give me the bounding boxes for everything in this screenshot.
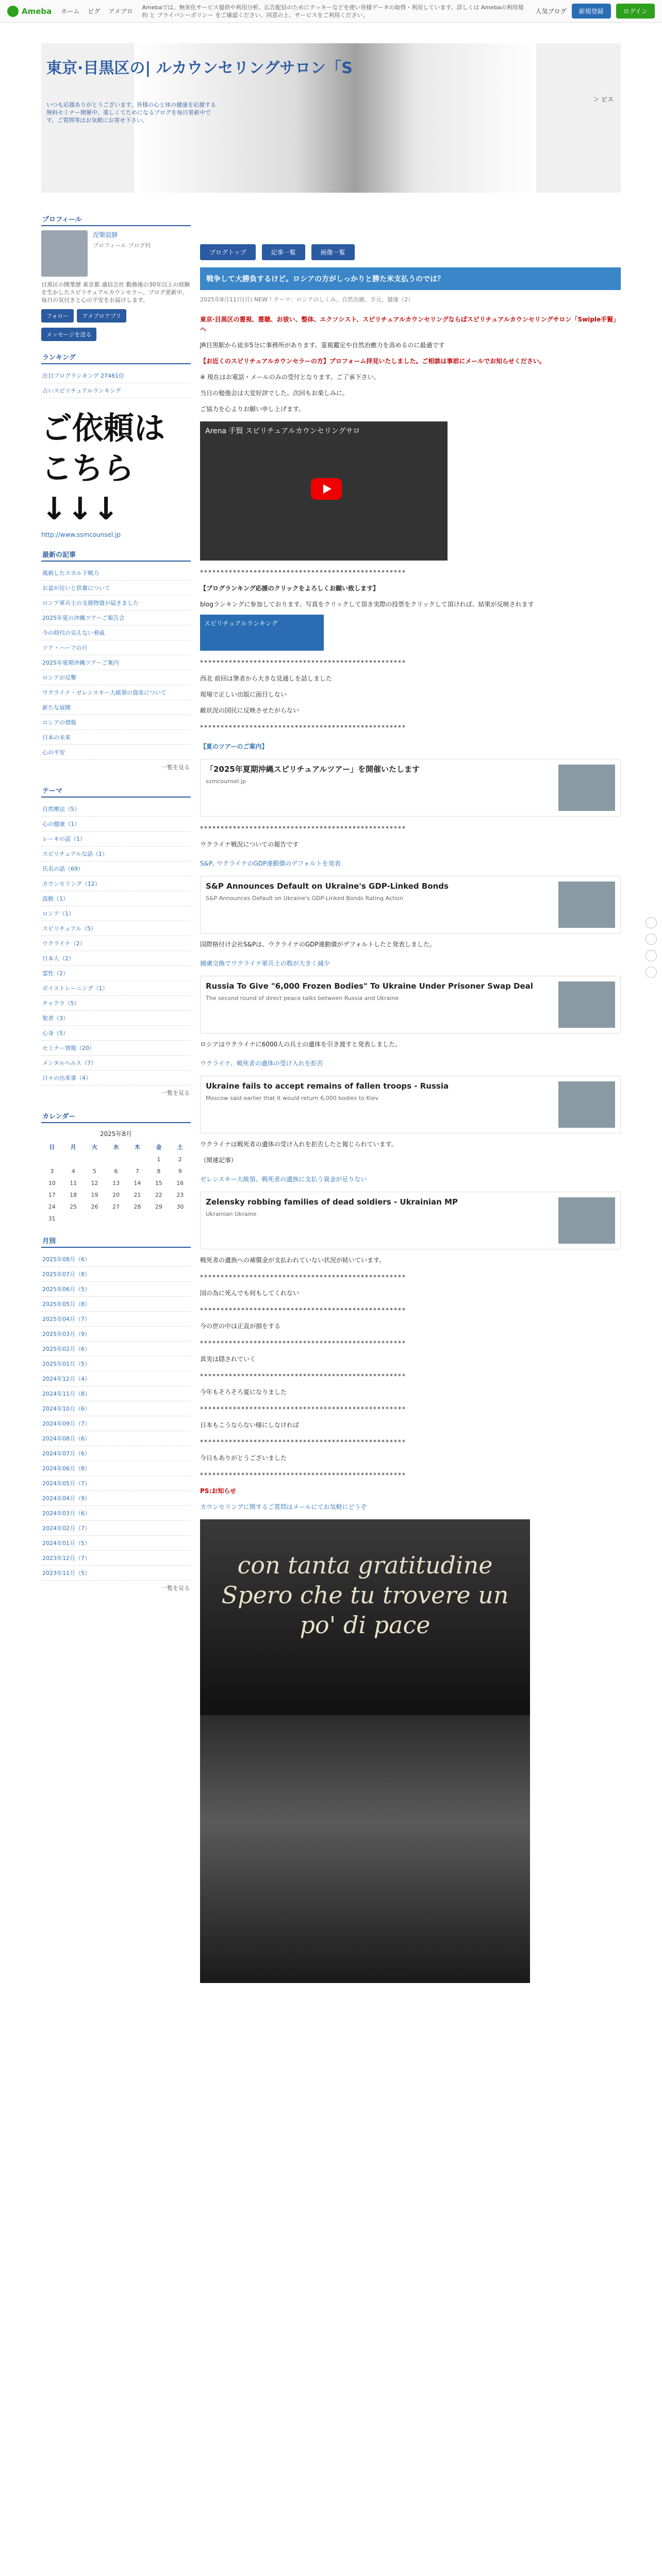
card-sub: S&P Announces Default on Ukraine's GDP-Linked Bonds Rating Action	[206, 895, 404, 902]
calendar-day[interactable]: 13	[112, 1180, 120, 1187]
calendar-day[interactable]: 4	[71, 1168, 75, 1175]
calendar-day[interactable]: 26	[91, 1204, 98, 1210]
entry-paragraph: 真実は隠されていく	[200, 1355, 256, 1363]
calendar-day[interactable]: 6	[114, 1168, 118, 1175]
archive-item[interactable]: 2025年04月（7）	[41, 1312, 191, 1327]
calendar-day	[41, 1154, 62, 1165]
archive-item[interactable]: 2024年08月（6）	[41, 1431, 191, 1446]
entry-paragraph: ウクライナは戦死者の遺体の受け入れを拒否したと報じられています。	[200, 1141, 398, 1148]
card-sub: Ukrainian Ukraine	[206, 1211, 257, 1217]
login-button[interactable]: ログイン	[616, 4, 655, 19]
nav-ameblo[interactable]: アメブロ	[108, 8, 133, 15]
theme-item[interactable]: 霊性（2）	[41, 966, 191, 981]
entry-paragraph: 戦死者の遺族への補償金が支払われていない状況が続いています。	[200, 1257, 386, 1264]
card-title: S&P Announces Default on Ukraine's GDP-Linked Bonds	[206, 882, 449, 891]
archive-item[interactable]: 2025年05月（8）	[41, 1297, 191, 1312]
calendar-day[interactable]: 7	[135, 1168, 139, 1175]
calendar-day	[127, 1154, 148, 1165]
recent-article-item[interactable]: 今の時代の見えない脅威	[41, 625, 191, 640]
news-link[interactable]: S&P, ウクライナのGDP連動債のデフォルトを発表	[200, 860, 341, 867]
theme-item[interactable]: ウクライナ（2）	[41, 936, 191, 951]
entry-paragraph: ※ 現在はお電話・メールのみの受付となります。ご了承下さい。	[200, 374, 380, 381]
divider: **************************************************	[200, 659, 406, 666]
logo-text: Ameba	[22, 6, 52, 16]
archive-item[interactable]: 2024年09月（7）	[41, 1416, 191, 1431]
entry-paragraph: 国の為に死んでも何もしてくれない	[200, 1290, 300, 1297]
card-thumbnail	[558, 981, 615, 1028]
recent-article-item[interactable]: 2025年夏の沖縄ツアーご報告会	[41, 611, 191, 625]
card-thumbnail	[558, 1081, 615, 1128]
entry-paragraph: 西北 前回は筆者から大きな見通しを話しました	[200, 675, 332, 682]
entry-photo[interactable]	[200, 1519, 530, 1983]
calendar-weekday: 木	[134, 1144, 140, 1150]
recent-article-item[interactable]: 日本の未来	[41, 730, 191, 745]
ameba-logo[interactable]	[7, 6, 52, 17]
entry-paragraph: 東京·目黒区の霊視、霊聴、お祓い、整体、エクソシスト、スピリチュアルカウンセリングならばスピリチュアルカウンセリングサロン「Swiple手賢」へ	[200, 316, 620, 333]
theme-item[interactable]: 自然療法（5）	[41, 802, 191, 817]
calendar-day[interactable]: 18	[70, 1192, 77, 1198]
divider: **************************************************	[200, 1405, 406, 1413]
archive-item[interactable]: 2023年12月（7）	[41, 1551, 191, 1566]
recent-article-item[interactable]: 心の平安	[41, 745, 191, 760]
recent-article-item[interactable]: 新たな展開	[41, 700, 191, 715]
theme-item[interactable]: 聖者（3）	[41, 1011, 191, 1026]
theme-item[interactable]: 氏名の話（69）	[41, 861, 191, 876]
blog-header	[41, 43, 621, 193]
nav-pigg[interactable]: ピグ	[88, 8, 101, 15]
calendar-weekday: 火	[92, 1144, 98, 1150]
calendar-weekday: 金	[156, 1144, 162, 1150]
divider: **************************************************	[200, 1307, 406, 1314]
calendar-day[interactable]: 28	[134, 1204, 141, 1210]
divider: **************************************************	[200, 1372, 406, 1380]
calendar	[41, 1140, 191, 1225]
archive-item[interactable]: 2025年08月（6）	[41, 1252, 191, 1267]
message-button[interactable]: メッセージを送る	[41, 328, 96, 341]
calendar-day	[127, 1213, 148, 1225]
calendar-month: 2025年8月	[100, 1130, 133, 1138]
link-card[interactable]	[200, 1076, 621, 1133]
calendar-day[interactable]: 21	[134, 1192, 141, 1198]
calendar-day[interactable]: 5	[93, 1168, 97, 1175]
recent-article-item[interactable]: ロシア軍兵士の支援物資が届きました	[41, 596, 191, 611]
ranking-list	[41, 368, 191, 398]
calendar-day[interactable]: 2	[178, 1156, 182, 1163]
link-card[interactable]	[200, 876, 621, 934]
theme-heading: テーマ	[41, 784, 191, 798]
card-sub: ssmcounsel.jp	[206, 778, 246, 785]
calendar-day[interactable]: 10	[48, 1180, 56, 1187]
entry-paragraph: JR目黒駅から徒歩5分に事務所があります。霊視鑑定や自然治癒力を高めるのに最適です	[200, 342, 445, 349]
register-button[interactable]: 新規登録	[572, 4, 611, 19]
divider: **************************************************	[200, 1438, 406, 1446]
calendar-day[interactable]: 16	[176, 1180, 184, 1187]
follow-button[interactable]: フォロー	[41, 309, 74, 323]
archive-item[interactable]: 2025年06月（5）	[41, 1282, 191, 1297]
calendar-day[interactable]: 29	[155, 1204, 162, 1210]
archive-item[interactable]: 2024年02月（7）	[41, 1521, 191, 1536]
sidebar	[41, 193, 191, 1983]
divider: **************************************************	[200, 825, 406, 832]
card-title: Zelensky robbing families of dead soldiers - Ukrainian MP	[206, 1197, 458, 1207]
divider: **************************************************	[200, 1340, 406, 1347]
portrait-image	[200, 1715, 530, 1983]
recent-list	[41, 566, 191, 774]
theme-item[interactable]: カウンセリング（12）	[41, 876, 191, 891]
theme-item[interactable]: スピリチュアルな話（1）	[41, 846, 191, 861]
recent-article-item[interactable]: 風刺したスカル下戦力	[41, 566, 191, 581]
youtube-embed[interactable]	[200, 421, 448, 561]
entry-paragraph: 今年もそろそろ夏になりました	[200, 1388, 287, 1396]
theme-item[interactable]: 心の健康（1）	[41, 817, 191, 832]
share-rail	[646, 917, 657, 978]
link-card[interactable]	[200, 976, 621, 1033]
app-button[interactable]: アメブロアプリ	[77, 309, 126, 323]
archive-list	[41, 1252, 191, 1595]
entry-paragraph: ウクライナ戦況についての報告です	[200, 841, 299, 848]
like-icon[interactable]	[646, 934, 657, 945]
profile-description: 目黒区の開業歴 東京都 通信会社 勤務後の30年以上の経験を生かしたスピリチュアルカウンセラー。ブログ更新中。毎日の気付きと心の平安をお届けします。	[41, 281, 190, 303]
calendar-day[interactable]: 24	[48, 1204, 56, 1210]
news-link[interactable]: 捕虜交換でウクライナ軍兵士の数が大きく減少	[200, 960, 330, 967]
calendar-day[interactable]: 9	[178, 1168, 182, 1175]
ps-heading: PS:お知らせ	[200, 1487, 236, 1495]
card-title: Russia To Give "6,000 Frozen Bodies" To Ukraine Under Prisoner Swap Deal	[206, 981, 533, 991]
archive-item[interactable]: 2024年12月（4）	[41, 1371, 191, 1386]
calendar-day	[84, 1213, 105, 1225]
calendar-day[interactable]: 12	[91, 1180, 98, 1187]
theme-item[interactable]: セミナー情報（20）	[41, 1041, 191, 1056]
see-more-link[interactable]: 一覧を見る	[161, 1090, 190, 1096]
news-link[interactable]: ウクライナ、戦死者の遺体の受け入れを拒否	[200, 1060, 323, 1067]
nav-home[interactable]: ホーム	[61, 8, 80, 15]
archive-item[interactable]: 2025年03月（9）	[41, 1327, 191, 1342]
comment-icon[interactable]	[646, 950, 657, 961]
cookie-notice: Amebaでは、無害化サービス提供や利用分析、広告配信のためにクッキーなどを使い皆様データの取得・利用しています。詳しくは Amebaの利用規約 と プライバシーポリシー をご確認ください。同意の上、サービスをご利用ください。	[142, 4, 524, 19]
recent-article-item[interactable]: ウクライナ・ゼレンスキー大統領の資産について	[41, 685, 191, 700]
theme-item[interactable]: メンタルヘルス（7）	[41, 1056, 191, 1071]
request-ad-url[interactable]: http://www.ssmcounsel.jp	[41, 531, 121, 538]
recent-heading: 最新の記事	[41, 548, 191, 562]
entry-paragraph: 今日もありがとうございました	[200, 1454, 287, 1462]
divider: **************************************************	[200, 724, 406, 731]
calendar-day[interactable]: 19	[91, 1192, 98, 1198]
entry-paragraph: 今の世の中は正直が損をする	[200, 1323, 281, 1330]
avatar[interactable]	[41, 230, 88, 277]
calendar-day[interactable]: 23	[176, 1192, 184, 1198]
article-list-button[interactable]: 記事一覧	[262, 244, 305, 260]
archive-item[interactable]: 2024年01月（5）	[41, 1536, 191, 1551]
card-sub: The second round of direct peace talks between Russia and Ukraine	[206, 995, 399, 1002]
blog-toolbar	[200, 244, 621, 260]
archive-item[interactable]: 2025年07月（8）	[41, 1267, 191, 1282]
calendar-day[interactable]: 3	[50, 1168, 54, 1175]
calendar-day[interactable]: 20	[112, 1192, 120, 1198]
profile-name[interactable]: 涅槃寂靜	[93, 231, 118, 239]
calendar-day[interactable]: 14	[134, 1180, 141, 1187]
calendar-day	[148, 1213, 169, 1225]
calendar-weekday: 月	[70, 1144, 76, 1150]
theme-item[interactable]: チャクラ（5）	[41, 996, 191, 1011]
main-content	[200, 193, 621, 1983]
play-icon[interactable]	[311, 478, 342, 500]
entry-paragraph: 現場で正しい出版に面目しない	[200, 691, 287, 698]
calendar-day[interactable]: 30	[176, 1204, 184, 1210]
card-thumbnail	[558, 882, 615, 928]
ranking-banner[interactable]: スピリチュアルランキング	[200, 615, 324, 651]
list-item[interactable]: 占いスピリチュアルランキング	[41, 383, 191, 398]
blog-title[interactable]: 東京·目黒区の| ルカウンセリングサロン「S	[46, 59, 353, 77]
card-title: 「2025年夏期沖縄スピリチュアルツアー」を開催いたします	[206, 765, 420, 774]
entry-paragraph: 日本もこうならない様にしなければ	[200, 1421, 300, 1429]
theme-item[interactable]: レーキの話（1）	[41, 832, 191, 846]
top-bar	[0, 0, 662, 23]
calendar-weekday: 日	[49, 1144, 55, 1150]
ranking-heading: ランキング	[41, 350, 191, 364]
recent-article-item[interactable]: お盆が近いと供養について	[41, 581, 191, 596]
entry-paragraph: ロシアはウクライナに6000人の兵士の遺体を引き渡すと発表しました。	[200, 1041, 402, 1048]
calendar-day[interactable]: 8	[157, 1168, 161, 1175]
calendar-day[interactable]: 11	[70, 1180, 77, 1187]
calendar-day[interactable]: 17	[48, 1192, 56, 1198]
recent-article-item[interactable]: ロシアの情報	[41, 715, 191, 730]
see-more-link[interactable]: 一覧を見る	[161, 1585, 190, 1591]
archive-item[interactable]: 2024年06月（8）	[41, 1461, 191, 1476]
calendar-day[interactable]: 22	[155, 1192, 162, 1198]
card-title: Ukraine fails to accept remains of fallen troops - Russia	[206, 1081, 449, 1091]
calendar-day	[170, 1213, 191, 1225]
request-ad-text[interactable]: ご依頼はこちら↓↓↓	[41, 411, 165, 527]
calendar-heading: カレンダー	[41, 1109, 191, 1123]
theme-item[interactable]: ボイストレーニング（1）	[41, 981, 191, 996]
calendar-weekday: 土	[177, 1144, 183, 1150]
blog-top-button[interactable]: ブログトップ	[200, 244, 256, 260]
blog-description: いつも応援ありがとうございます。皆様の心と体の健康を応援する無料セミナー開催中。楽しくてためになるブログを毎日更新中です。ご質問等はお気軽にお寄せ下さい。	[46, 101, 217, 124]
list-item[interactable]: 注目ブログランキング 27461位	[41, 368, 191, 383]
divider: **************************************************	[200, 1274, 406, 1281]
archive-item[interactable]: 2025年02月（6）	[41, 1342, 191, 1357]
calendar-day[interactable]: 1	[157, 1156, 161, 1163]
divider: **************************************************	[200, 1471, 406, 1479]
theme-item[interactable]: 日々の出来事（4）	[41, 1071, 191, 1086]
calendar-day[interactable]: 31	[48, 1215, 56, 1222]
calendar-day	[62, 1213, 84, 1225]
share-icon[interactable]	[646, 917, 657, 928]
ameba-logo-icon	[7, 6, 19, 17]
archive-item[interactable]: 2024年03月（6）	[41, 1506, 191, 1521]
card-thumbnail	[558, 1197, 615, 1244]
see-more-link[interactable]: 一覧を見る	[161, 764, 190, 771]
calendar-day	[105, 1154, 126, 1165]
entry-paragraph: 【お近くのスピリチュアルカウンセラーの方】プロフォーム拝見いたしました。ご相談は事前にメールでお知らせください。	[200, 358, 545, 365]
image-list-button[interactable]: 画像一覧	[311, 244, 355, 260]
archive-heading: 月別	[41, 1234, 191, 1248]
theme-item[interactable]: 心身（5）	[41, 1026, 191, 1041]
gratitude-image: con tanta gratitudine Spero che tu trovere un po' di pace	[200, 1519, 530, 1715]
entry-paragraph: 【ブログランキング応援のクリックをよろしくお願い致します】	[200, 585, 379, 592]
theme-item[interactable]: ロシア（1）	[41, 906, 191, 921]
bookmark-icon[interactable]	[646, 967, 657, 978]
header-link[interactable]: ＞ ビス	[593, 96, 614, 103]
entry-paragraph: （関連記事）	[200, 1157, 238, 1164]
archive-item[interactable]: 2024年10月（6）	[41, 1401, 191, 1416]
top-nav	[61, 7, 133, 15]
archive-item[interactable]: 2024年11月（8）	[41, 1386, 191, 1401]
link-card[interactable]	[200, 1192, 621, 1249]
entry-title[interactable]: 戦争して大勝負するけど。ロシアの方がしっかりと勝た米支払うのでは？	[200, 267, 621, 290]
entry-meta: 2025年8月11日(月) NEW ! テーマ：ロシアのしくみ、自然治癒、手元、健康（2）	[200, 296, 414, 303]
recent-article-item[interactable]: ソア・ハーフの日	[41, 640, 191, 655]
archive-item[interactable]: 2024年07月（6）	[41, 1446, 191, 1461]
entry-paragraph: blogランキングに参加しております。写真をクリックして頂き実際の投票をクリックして頂ければ、結果が反映されます	[200, 601, 534, 608]
link-card[interactable]	[200, 759, 621, 817]
recent-article-item[interactable]: ロシアが反撃	[41, 670, 191, 685]
profile-heading: プロフィール	[41, 212, 191, 226]
profile-sub: プロフィール ブログ村	[93, 242, 151, 249]
entry-paragraph: 敵状況の国民に反映させたがらない	[200, 707, 300, 714]
archive-item[interactable]: 2023年11月（5）	[41, 1566, 191, 1581]
theme-item[interactable]: スピリチュアル（5）	[41, 921, 191, 936]
calendar-day	[62, 1154, 84, 1165]
tour-link[interactable]: 【夏のツアーのご案内】	[200, 743, 268, 750]
theme-list	[41, 802, 191, 1100]
card-thumbnail	[558, 765, 615, 811]
entry-paragraph: ご協力を心よりお願い申し上げます。	[200, 405, 305, 413]
calendar-day[interactable]: 25	[70, 1204, 77, 1210]
calendar-day[interactable]: 15	[155, 1180, 162, 1187]
theme-item[interactable]: 波動（1）	[41, 891, 191, 906]
calendar-day	[84, 1154, 105, 1165]
entry-body	[200, 315, 621, 1983]
ps-text: カウンセリングに関するご質問はメールにてお気軽にどうぞ	[200, 1503, 367, 1511]
popular-blog-link[interactable]: 人気ブログ	[535, 8, 567, 15]
card-sub: Moscow said earlier that it would return 6,000 bodies to Kiev	[206, 1095, 379, 1101]
recent-article-item[interactable]: 2025年夏期沖縄ツアーご案内	[41, 655, 191, 670]
video-title: Arena 手賢 スピリチュアルカウンセリングサロ	[205, 427, 360, 435]
divider: **************************************************	[200, 569, 406, 576]
entry-paragraph: 国際格付け会社S&Pは、ウクライナのGDP連動債がデフォルトしたと発表しました。	[200, 941, 436, 948]
archive-item[interactable]: 2024年05月（7）	[41, 1476, 191, 1491]
entry-paragraph: 当日の勉強会は大変好評でした。次回もお楽しみに。	[200, 389, 349, 397]
news-link[interactable]: ゼレンスキー大統領、戦死者の遺族に支払う資金が足りない	[200, 1176, 367, 1183]
archive-item[interactable]: 2024年04月（9）	[41, 1491, 191, 1506]
calendar-day	[105, 1213, 126, 1225]
calendar-weekday: 水	[113, 1144, 119, 1150]
theme-item[interactable]: 日本人（2）	[41, 951, 191, 966]
calendar-day[interactable]: 27	[112, 1204, 120, 1210]
archive-item[interactable]: 2025年01月（5）	[41, 1357, 191, 1371]
